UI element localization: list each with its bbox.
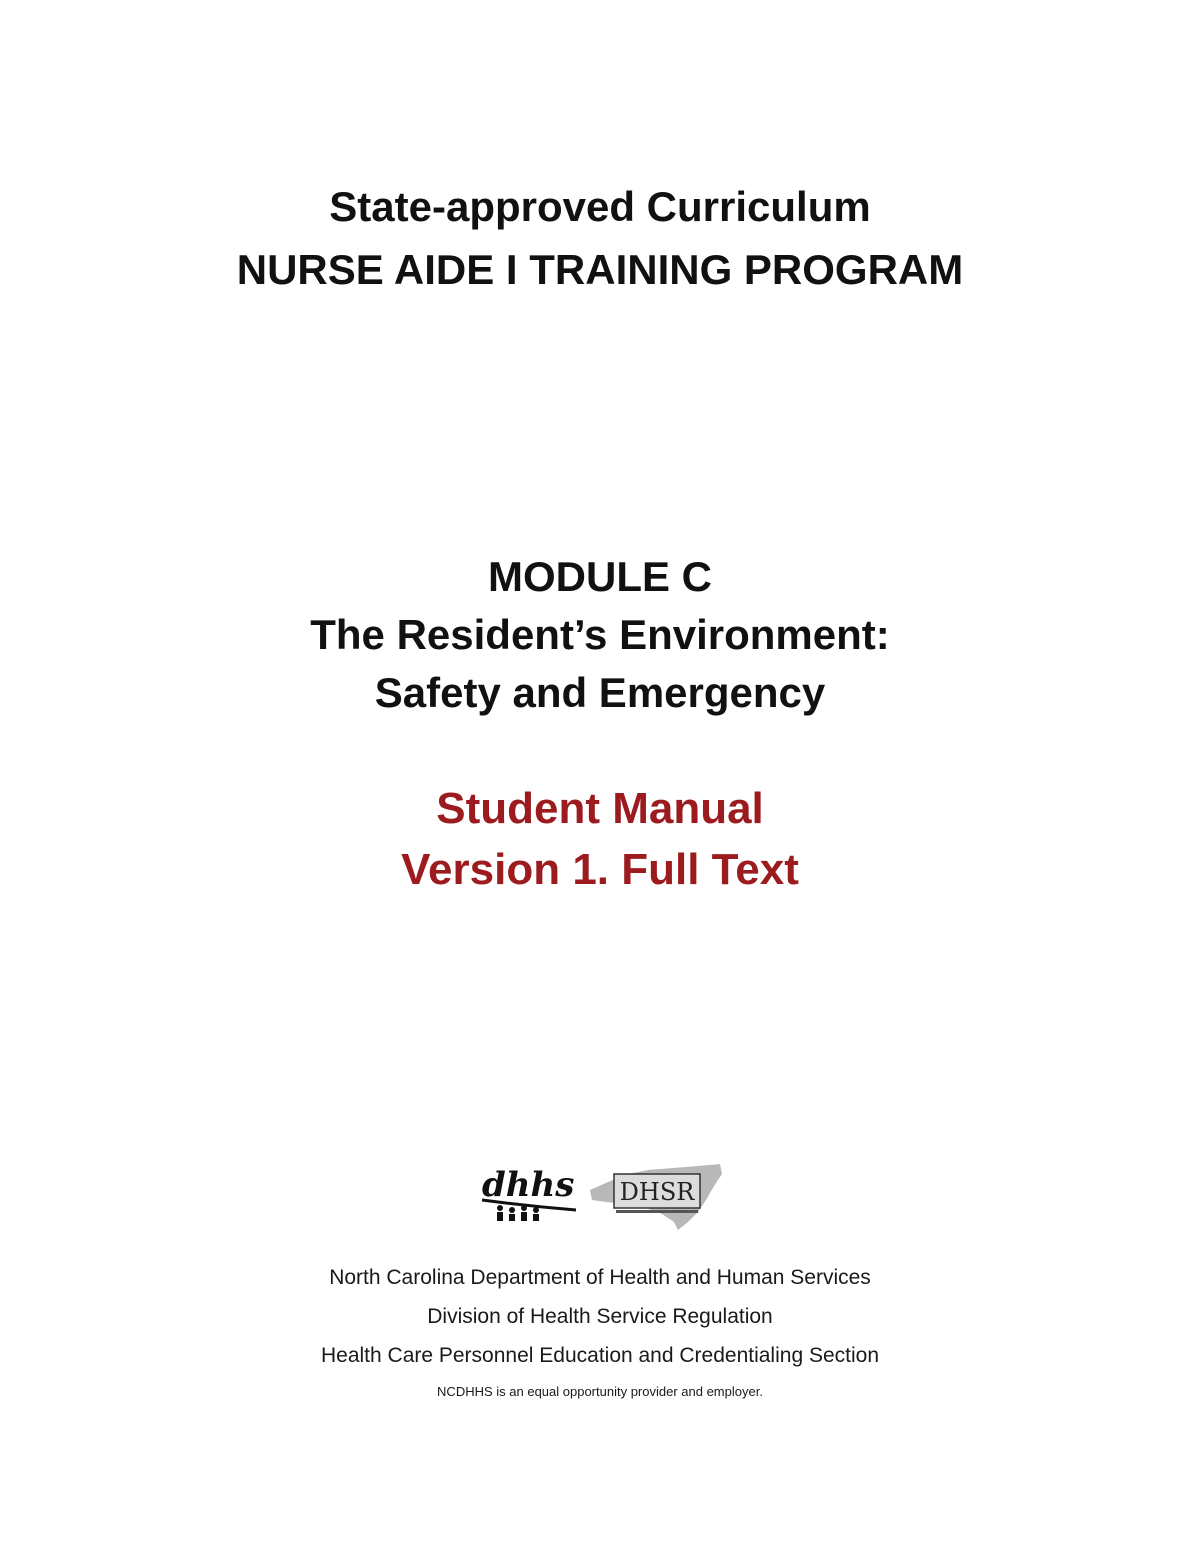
division-name: Division of Health Service Regulation [427, 1305, 773, 1328]
program-title: NURSE AIDE I TRAINING PROGRAM [236, 246, 964, 293]
logo-group [478, 1160, 728, 1240]
department-name: North Carolina Department of Health and Human Services [329, 1266, 871, 1289]
dhhs-logo-text: dhhs [482, 1165, 575, 1205]
module-title-line1: The Resident’s Environment: [310, 611, 890, 658]
manual-label: Student Manual [436, 784, 764, 833]
dhsr-logo-text: DHSR [619, 1178, 695, 1206]
logos-svg [478, 1160, 728, 1240]
curriculum-title: State-approved Curriculum [329, 183, 871, 230]
module-label: MODULE C [488, 553, 712, 600]
dhhs-logo [482, 1165, 576, 1221]
equal-opportunity-statement: NCDHHS is an equal opportunity provider and employer. [437, 1384, 763, 1399]
version-label: Version 1. Full Text [401, 845, 799, 894]
module-title-line2: Safety and Emergency [374, 669, 826, 716]
section-name: Health Care Personnel Education and Credentialing Section [320, 1344, 880, 1367]
dhsr-logo [590, 1164, 722, 1230]
dhsr-tagline-bar [616, 1210, 698, 1213]
